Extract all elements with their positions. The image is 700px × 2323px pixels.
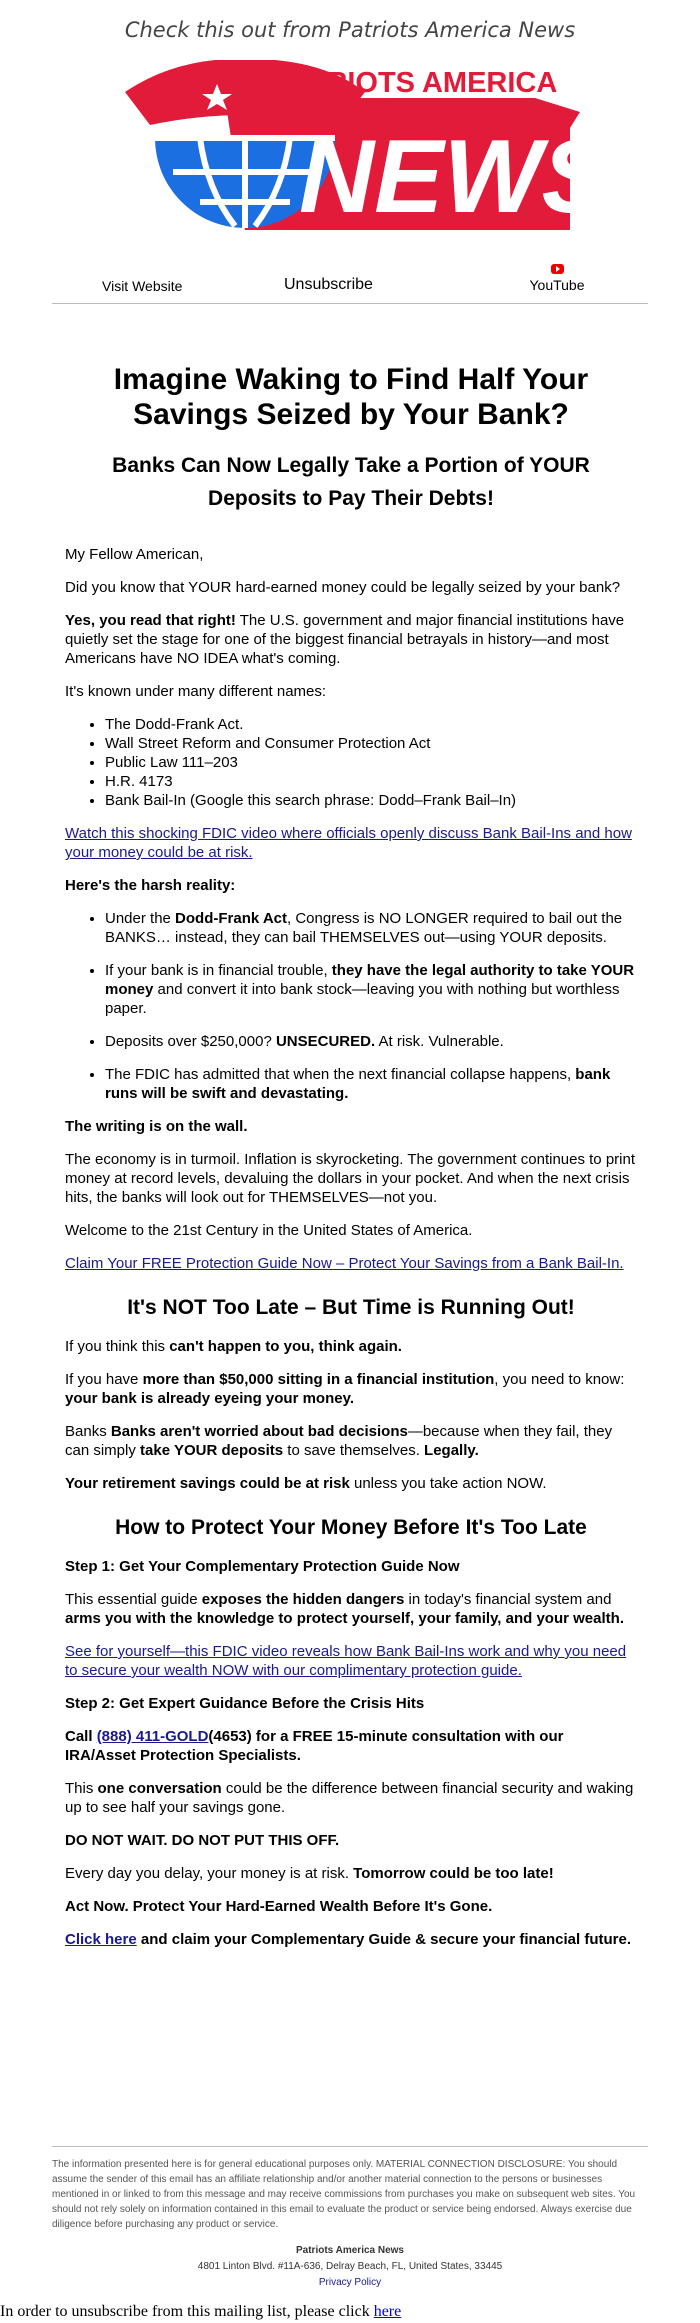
welcome-paragraph: Welcome to the 21st Century in the United States of America.: [65, 1222, 473, 1239]
unsubscribe-here-link[interactable]: here: [373, 2303, 402, 2320]
text: This: [65, 1780, 98, 1797]
step1-heading: Step 1: Get Your Complementary Protection Guide Now: [65, 1558, 460, 1575]
logo-top-text: PATRIOTS AMERICA: [272, 67, 558, 99]
list-item: [105, 1032, 637, 1051]
bold-text: Your retirement savings could be at risk: [65, 1475, 350, 1492]
text: could be the difference between financial security and waking up to see half your savings gone.: [65, 1780, 634, 1816]
text: —because when they fail, they can simply: [65, 1423, 613, 1459]
youtube-label: YouTube: [529, 277, 585, 293]
yes-rest: The U.S. government and major financial institutions have quietly set the stage for one of the biggest financial betrayals in history—and most Americans have NO IDEA what's coming.: [65, 612, 625, 667]
subheadline: Banks Can Now Legally Take a Portion of YOUR Deposits to Pay Their Debts!: [112, 454, 590, 510]
text: If you have: [65, 1371, 143, 1388]
phone-link[interactable]: (888) 411-GOLD: [96, 1728, 209, 1745]
click-here-paragraph: [65, 1930, 637, 1949]
text: and claim your Complementary Guide & secure your financial future.: [136, 1931, 632, 1948]
reality-list: [65, 909, 637, 1103]
logo-main-text: NEWS: [299, 119, 611, 235]
bold-text: bank runs will be swift and devastating.: [105, 1066, 611, 1102]
list-item: [105, 909, 637, 947]
how-to-protect-heading: How to Protect Your Money Before It's Too Late: [115, 1516, 587, 1539]
text: If your bank is in financial trouble,: [105, 962, 332, 979]
every-day-paragraph: [65, 1864, 637, 1883]
tagline: Check this out from Patriots America News: [124, 18, 576, 42]
list-item: • Wall Street Reform and Consumer Protection Act: [105, 734, 637, 753]
bold-text: they have the legal authority to take YOUR money: [105, 962, 635, 998]
names-intro: It's known under many different names:: [65, 683, 327, 700]
yes-paragraph: [65, 611, 637, 668]
unsubscribe-text: In order to unsubscribe from this mailing list, please click: [0, 2303, 374, 2320]
org-name: Patriots America News: [295, 2245, 404, 2256]
sender-address: [0, 2243, 700, 2291]
bold-text: one conversation: [97, 1780, 222, 1797]
list-item: [105, 961, 637, 1018]
text: , Congress is NO LONGER required to bail out the BANKS… instead, they can bail THEMSELVES out—using YOUR deposits.: [105, 910, 623, 946]
list-item: • H.R. 4173: [105, 772, 637, 791]
bold-text: take YOUR deposits: [140, 1442, 284, 1459]
bold-text: exposes the hidden dangers: [201, 1591, 405, 1608]
bold-text: your bank is already eyeing your money.: [65, 1390, 354, 1407]
not-too-late-heading: It's NOT Too Late – But Time is Running Out!: [127, 1296, 575, 1319]
youtube-link[interactable]: [527, 264, 587, 295]
list-item: • Bank Bail-In (Google this search phrase: Dodd–Frank Bail–In): [105, 791, 637, 810]
think-paragraph: [65, 1337, 637, 1356]
banks-paragraph: Banks Banks aren't worried about bad decisions—because when they fail, they can simply take YOUR deposits to save themselves. Legally.: [65, 1423, 613, 1459]
youtube-icon: [551, 264, 564, 274]
claim-guide-paragraph: [65, 1254, 637, 1273]
text: (4653) for a FREE 15-minute consultation with our IRA/Asset Protection Specialists.: [65, 1728, 564, 1764]
economy-paragraph: The economy is in turmoil. Inflation is skyrocketing. The government continues to print money at record levels, devaluing the dollars in your pocket. And when the next crisis hits, the banks will look out for THEMSELVES—not you.: [65, 1151, 635, 1206]
see-yourself-paragraph: [65, 1642, 637, 1680]
claim-guide-link[interactable]: Claim Your FREE Protection Guide Now – Protect Your Savings from a Bank Bail-In.: [65, 1255, 624, 1272]
visit-website-link[interactable]: Visit Website: [102, 278, 183, 294]
names-list: [65, 715, 637, 810]
do-not-wait: DO NOT WAIT. DO NOT PUT THIS OFF.: [65, 1832, 340, 1849]
writing-on-wall: The writing is on the wall.: [65, 1118, 248, 1135]
conversation-paragraph: [65, 1779, 637, 1817]
see-yourself-link[interactable]: See for yourself—this FDIC video reveals how Bank Bail-Ins work and why you need to secure your wealth NOW with our complimentary protection guide.: [65, 1643, 627, 1679]
bold-text: Legally.: [424, 1442, 479, 1459]
text: The FDIC has admitted that when the next financial collapse happens,: [105, 1066, 576, 1083]
address: 4801 Linton Blvd. #11A-636, Delray Beach, FL, United States, 33445: [197, 2261, 503, 2272]
article-body: [65, 362, 637, 1963]
intro-paragraph: Did you know that YOUR hard-earned money could be legally seized by your bank?: [65, 579, 621, 596]
disclaimer: The information presented here is for general educational purposes only. MATERIAL CONNECTION DISCLOSURE: You should assume the sender of this email has an affiliate relationship and/or another material connection to the persons or businesses mentioned in or linked to from this message and may receive commissions from purchases you make on subsequent web sites. You should not rely solely on information contained in this email to evaluate the product or service being endorsed. Always exercise due diligence before purchasing any product or service.: [52, 2159, 636, 2230]
have-paragraph: [65, 1370, 637, 1408]
text: to save themselves.: [283, 1442, 425, 1459]
text: If you think this: [65, 1338, 170, 1355]
text: unless you take action NOW.: [349, 1475, 547, 1492]
unsubscribe-link[interactable]: Unsubscribe: [284, 276, 373, 293]
headline: Imagine Waking to Find Half Your Savings Seized by Your Bank?: [113, 363, 589, 431]
text: Every day you delay, your money is at risk.: [65, 1865, 354, 1882]
header-nav: [52, 264, 648, 300]
retirement-paragraph: [65, 1474, 637, 1493]
harsh-reality-heading: Here's the harsh reality:: [65, 877, 236, 894]
bold-text: UNSECURED.: [275, 1033, 376, 1050]
fdic-video-paragraph: [65, 824, 637, 862]
header-divider: [52, 303, 648, 304]
text: Deposits over $250,000?: [105, 1033, 276, 1050]
guide-paragraph: [65, 1590, 637, 1628]
text: Under the: [105, 910, 176, 927]
text: Call: [65, 1728, 97, 1745]
text: , you need to know:: [494, 1371, 625, 1388]
text: and convert it into bank stock—leaving you with nothing but worthless paper.: [105, 981, 620, 1017]
text: This essential guide: [65, 1591, 202, 1608]
act-now: Act Now. Protect Your Hard-Earned Wealth Before It's Gone.: [65, 1898, 493, 1915]
bold-text: more than $50,000 sitting in a financial institution: [142, 1371, 495, 1388]
bold-text: arms you with the knowledge to protect yourself, your family, and your wealth.: [65, 1610, 624, 1627]
footer-divider: [52, 2146, 648, 2147]
click-here-link[interactable]: Click here: [65, 1931, 137, 1948]
list-item: [105, 1065, 637, 1103]
greeting: My Fellow American,: [65, 546, 204, 563]
fdic-video-link[interactable]: Watch this shocking FDIC video where officials openly discuss Bank Bail-Ins and how your money could be at risk.: [65, 825, 632, 861]
unsubscribe-line: [0, 2303, 401, 2321]
bold-text: Dodd-Frank Act: [175, 910, 287, 927]
yes-bold: Yes, you read that right!: [65, 612, 236, 629]
privacy-policy-link[interactable]: Privacy Policy: [318, 2277, 382, 2288]
bold-text: Banks aren't worried about bad decisions: [110, 1423, 408, 1440]
call-paragraph: [65, 1727, 637, 1765]
text: in today's financial system and: [404, 1591, 612, 1608]
step2-heading: Step 2: Get Expert Guidance Before the Crisis Hits: [65, 1695, 425, 1712]
list-item: • The Dodd-Frank Act.: [105, 715, 637, 734]
text: At risk. Vulnerable.: [375, 1033, 504, 1050]
bold-text: can't happen to you, think again.: [169, 1338, 402, 1355]
brand-logo[interactable]: [125, 60, 611, 250]
list-item: • Public Law 111–203: [105, 753, 637, 772]
bold-text: Tomorrow could be too late!: [353, 1865, 554, 1882]
